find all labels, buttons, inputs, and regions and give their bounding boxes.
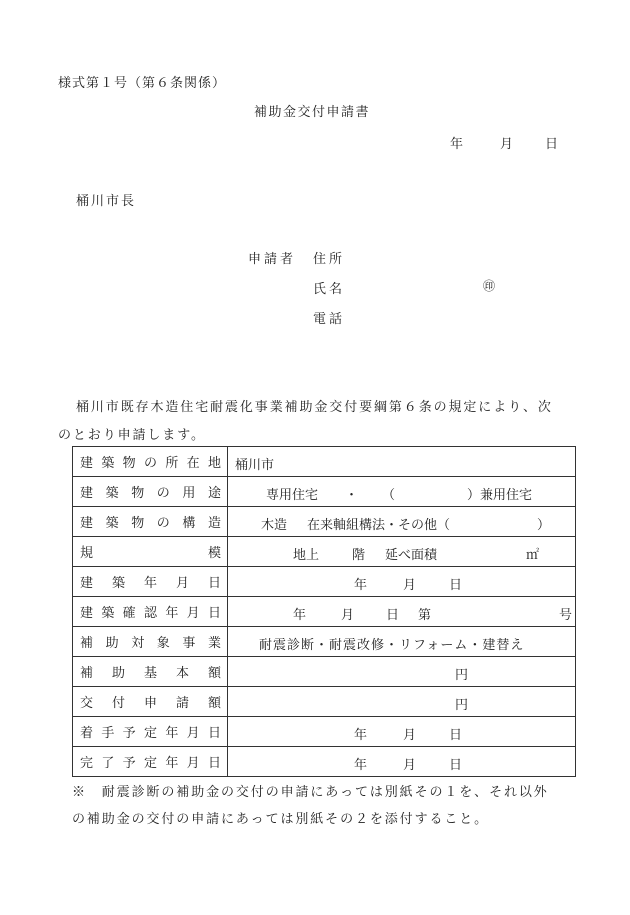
structure-method-text: 在来軸組構法・その他（: [307, 518, 451, 533]
row-label: [80, 452, 221, 471]
label-char: 月: [175, 576, 189, 591]
label-char: 築: [105, 516, 119, 531]
label-char: 築: [105, 486, 119, 501]
label-char: 築: [111, 576, 125, 591]
table-row-subsidy-project: [73, 627, 576, 657]
row-label-cell: [73, 747, 228, 777]
row-label-cell: [73, 597, 228, 627]
label-char: 確: [122, 606, 136, 621]
table-row-scale: [73, 537, 576, 567]
body-text-line-2: のとおり申請します。: [58, 428, 206, 443]
scale-floor-area-text: 延べ面積: [385, 548, 438, 563]
row-label: [80, 752, 221, 771]
applicant-name-label: 氏名: [313, 282, 346, 297]
label-char: 建: [80, 606, 94, 621]
label-char: の: [156, 516, 170, 531]
yen-unit: 円: [455, 668, 469, 683]
row-label-cell: [73, 507, 228, 537]
applicant-phone-label: 電話: [313, 312, 346, 327]
label-char: 了: [101, 756, 115, 771]
scale-floor-text: 階: [352, 548, 366, 563]
number-prefix: 第: [418, 608, 432, 623]
table-row-build-date: [73, 567, 576, 597]
label-char: 月: [186, 606, 200, 621]
row-value-cell: [228, 627, 576, 657]
date-day-label: 日: [545, 137, 559, 152]
label-char: 手: [101, 726, 115, 741]
row-value-cell: [228, 687, 576, 717]
label-char: 月: [186, 726, 200, 741]
label-char: 日: [207, 726, 221, 741]
table-row-confirmation-date: [73, 597, 576, 627]
label-char: 年: [165, 606, 179, 621]
label-char: 築: [101, 456, 115, 471]
scale-label-left: 規: [80, 546, 94, 561]
scale-sqm-unit: ㎡: [526, 548, 540, 563]
day-label: 日: [449, 578, 463, 593]
label-char: 日: [207, 756, 221, 771]
label-char: 付: [111, 696, 125, 711]
scale-ground-text: 地上: [293, 548, 320, 563]
year-label: 年: [354, 758, 368, 773]
label-char: 所: [165, 456, 179, 471]
usage-separator: ・: [345, 488, 359, 503]
label-char: 用: [182, 486, 196, 501]
row-label-cell: [73, 477, 228, 507]
label-char: 年: [165, 726, 179, 741]
month-label: 月: [403, 758, 417, 773]
month-label: 月: [403, 578, 417, 593]
label-char: 額: [207, 666, 221, 681]
label-char: 請: [175, 696, 189, 711]
year-label: 年: [293, 608, 307, 623]
row-label: [80, 602, 221, 621]
label-char: 造: [207, 516, 221, 531]
year-label: 年: [354, 578, 368, 593]
label-char: 額: [207, 696, 221, 711]
month-label: 月: [341, 608, 355, 623]
note-line-1: ※ 耐震診断の補助金の交付の申請にあっては別紙その１を、それ以外: [72, 785, 549, 800]
row-value-cell: [228, 507, 576, 537]
label-char: 月: [186, 756, 200, 771]
usage-mixed-text: ）兼用住宅: [467, 488, 533, 503]
label-char: の: [156, 486, 170, 501]
row-value-cell: [228, 747, 576, 777]
label-char: 補: [80, 636, 94, 651]
label-char: 建: [80, 486, 94, 501]
table-row-completion-date: [73, 747, 576, 777]
row-label-cell: [73, 627, 228, 657]
label-char: 年: [165, 756, 179, 771]
number-suffix: 号: [559, 608, 573, 623]
label-char: 日: [207, 576, 221, 591]
location-value: 桶川市: [235, 458, 275, 473]
row-value-cell: [228, 447, 576, 477]
usage-dedicated-text: 専用住宅: [266, 488, 319, 503]
applicant-address-label: 住所: [313, 252, 346, 267]
label-char: 物: [131, 486, 145, 501]
label-char: 対: [131, 636, 145, 651]
label-char: 在: [186, 456, 200, 471]
table-row-usage: [73, 477, 576, 507]
label-char: 象: [156, 636, 170, 651]
scale-label-right: 模: [207, 546, 221, 561]
label-char: の: [143, 456, 157, 471]
label-char: 交: [80, 696, 94, 711]
label-char: 事: [182, 636, 196, 651]
row-label: [80, 482, 221, 501]
row-label-cell: [73, 687, 228, 717]
date-month-label: 月: [500, 137, 514, 152]
label-char: 建: [80, 516, 94, 531]
addressee: 桶川市長: [76, 194, 137, 209]
application-info-table: [72, 446, 576, 777]
row-value-cell: [228, 477, 576, 507]
row-label-cell: [73, 717, 228, 747]
year-label: 年: [354, 728, 368, 743]
label-char: 業: [207, 636, 221, 651]
row-value-cell: [228, 567, 576, 597]
label-char: 築: [101, 606, 115, 621]
row-label-cell: [73, 567, 228, 597]
usage-paren-open: （: [382, 488, 396, 503]
row-label-cell: [73, 447, 228, 477]
label-char: 助: [105, 636, 119, 651]
label-char: 定: [143, 756, 157, 771]
day-label: 日: [449, 728, 463, 743]
seal-mark: ㊞: [483, 279, 496, 293]
label-char: 認: [143, 606, 157, 621]
date-year-label: 年: [450, 137, 464, 152]
label-char: 予: [122, 756, 136, 771]
label-char: 定: [143, 726, 157, 741]
row-value-cell: [228, 657, 576, 687]
structure-wood-text: 木造: [261, 518, 288, 533]
label-char: 申: [143, 696, 157, 711]
label-char: 物: [122, 456, 136, 471]
row-value-cell: [228, 597, 576, 627]
row-label-cell: [73, 537, 228, 567]
day-label: 日: [386, 608, 400, 623]
body-text-line-1: 桶川市既存木造住宅耐震化事業補助金交付要綱第６条の規定により、次: [76, 400, 553, 415]
row-label: [80, 632, 221, 651]
row-label: [80, 662, 221, 681]
label-char: 建: [80, 456, 94, 471]
row-label: [80, 692, 221, 711]
label-char: 補: [80, 666, 94, 681]
table-row-application-amount: [73, 687, 576, 717]
label-char: 予: [122, 726, 136, 741]
table-row-start-date: [73, 717, 576, 747]
subsidy-project-options: 耐震診断・耐震改修・リフォーム・建替え: [259, 638, 525, 653]
label-char: 基: [143, 666, 157, 681]
structure-paren-close: ）: [537, 518, 551, 533]
document-title: 補助金交付申請書: [254, 105, 371, 120]
label-char: 日: [207, 606, 221, 621]
label-char: 助: [111, 666, 125, 681]
row-label: [80, 512, 221, 531]
label-char: 本: [175, 666, 189, 681]
yen-unit: 円: [455, 698, 469, 713]
table-row-base-amount: [73, 657, 576, 687]
row-label: [80, 572, 221, 591]
row-value-cell: [228, 537, 576, 567]
month-label: 月: [403, 728, 417, 743]
day-label: 日: [449, 758, 463, 773]
label-char: 途: [207, 486, 221, 501]
label-char: 完: [80, 756, 94, 771]
form-number: 様式第１号（第６条関係）: [58, 76, 227, 91]
label-char: 構: [182, 516, 196, 531]
label-char: 年: [143, 576, 157, 591]
label-char: 着: [80, 726, 94, 741]
row-label-cell: [73, 657, 228, 687]
applicant-label: 申請者: [248, 252, 297, 267]
row-label: [80, 542, 221, 561]
table-row-structure: [73, 507, 576, 537]
note-line-2: の補助金の交付の申請にあっては別紙その２を添付すること。: [72, 812, 490, 827]
row-value-cell: [228, 717, 576, 747]
row-label: [80, 722, 221, 741]
table-row-location: [73, 447, 576, 477]
label-char: 物: [131, 516, 145, 531]
label-char: 建: [80, 576, 94, 591]
label-char: 地: [207, 456, 221, 471]
